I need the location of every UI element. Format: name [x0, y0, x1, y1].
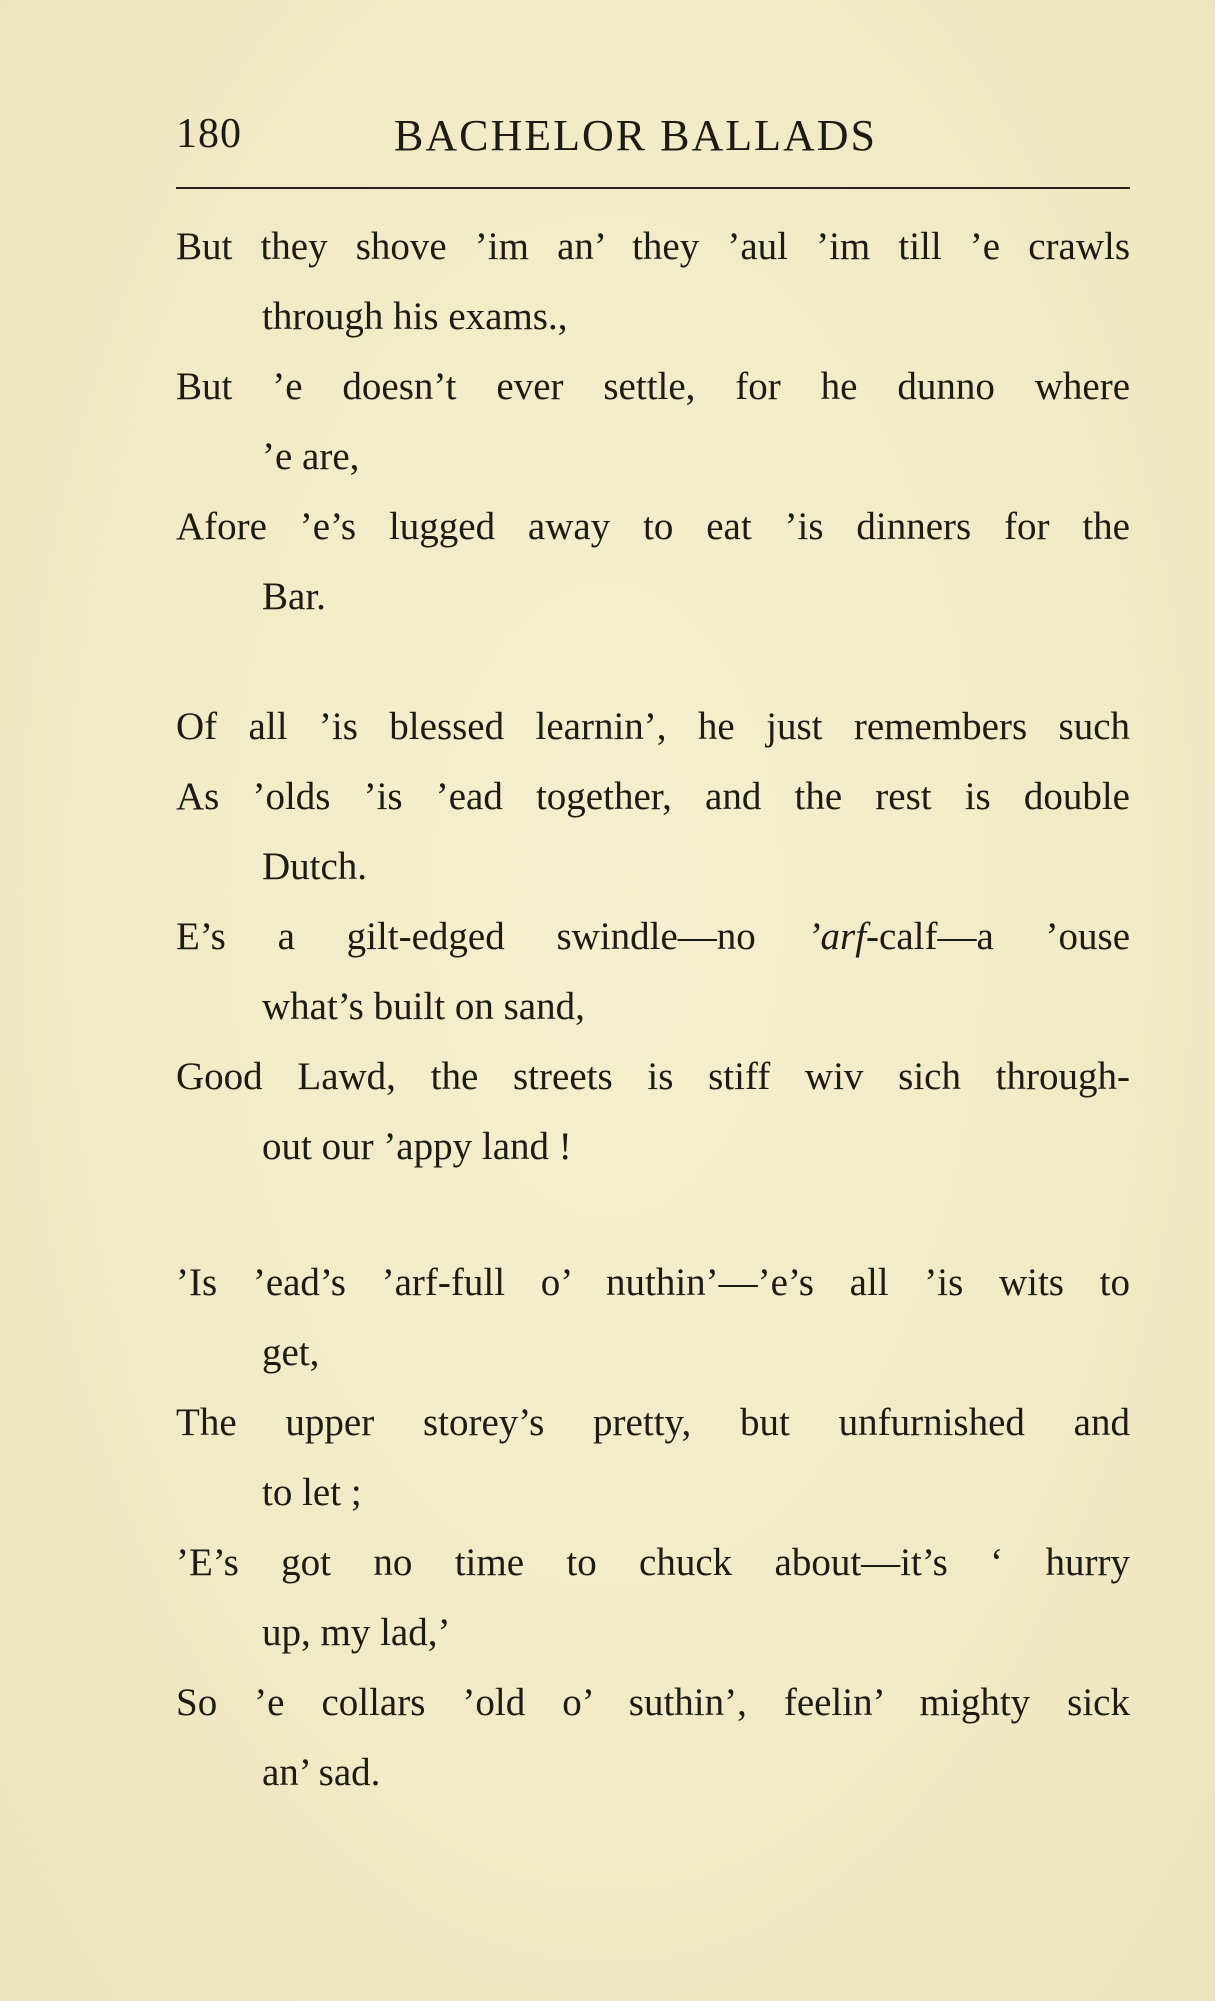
- verse-line: ’E’s got no time to chuck about—it’s ‘ hurry: [176, 1541, 1130, 1584]
- verse-line-continuation: Dutch.: [262, 845, 368, 888]
- verse-line-mixed: [176, 902, 1130, 972]
- verse-line: But they shove ’im an’ they ’aul ’im till ’e crawls: [176, 225, 1130, 268]
- verse-line-continuation: out our ’appy land !: [262, 1125, 572, 1168]
- verse-line-continuation: up, my lad,’: [262, 1611, 451, 1654]
- stanza-3: [176, 1248, 1130, 1808]
- running-head: BACHELOR BALLADS: [394, 111, 878, 160]
- verse-text: E’s a gilt-edged swindle—no: [176, 915, 756, 958]
- verse-text: -calf—a ’ouse: [866, 915, 1130, 958]
- stanza-1: [176, 212, 1130, 632]
- verse-line: Afore ’e’s lugged away to eat ’is dinners for the: [176, 505, 1130, 548]
- verse-line-continuation: through his exams.,: [262, 295, 568, 338]
- verse-line-continuation: to let ;: [262, 1471, 362, 1514]
- header-rule: [176, 187, 1130, 189]
- verse-line-continuation: what’s built on sand,: [262, 985, 585, 1028]
- italic-word: ’arf: [807, 915, 867, 958]
- verse-line: But ’e doesn’t ever settle, for he dunno where: [176, 365, 1130, 408]
- stanza-2: [176, 692, 1130, 1182]
- page-number: 180: [176, 111, 242, 157]
- verse-line: So ’e collars ’old o’ suthin’, feelin’ mighty sick: [176, 1681, 1130, 1724]
- verse-line: Good Lawd, the streets is stiff wiv sich through-: [176, 1055, 1130, 1098]
- verse-line: As ’olds ’is ’ead together, and the rest is double: [176, 775, 1130, 818]
- verse-line-continuation: ’e are,: [262, 435, 360, 478]
- verse-line: The upper storey’s pretty, but unfurnished and: [176, 1401, 1130, 1444]
- verse-line-continuation: Bar.: [262, 575, 326, 618]
- verse-line: Of all ’is blessed learnin’, he just remembers such: [176, 705, 1130, 748]
- verse-line-continuation: get,: [262, 1331, 320, 1374]
- page-header: [176, 102, 1130, 162]
- verse-line-continuation: an’ sad.: [262, 1751, 381, 1794]
- verse-line: ’Is ’ead’s ’arf-full o’ nuthin’—’e’s all ’is wits to: [176, 1261, 1130, 1304]
